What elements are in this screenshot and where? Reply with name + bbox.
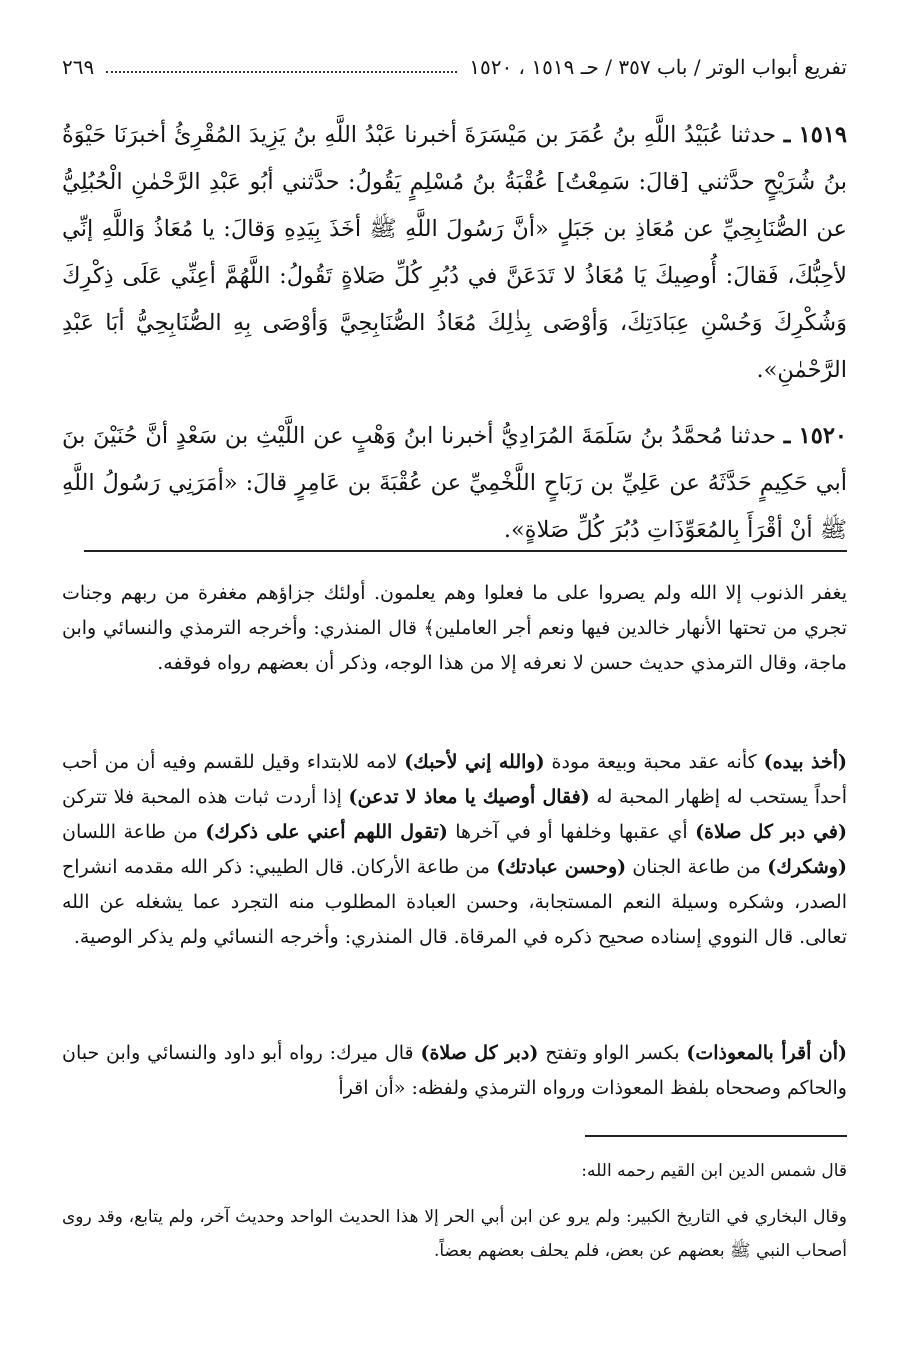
commentary-run: إذا أردت ثبات هذه المحبة فلا تتركن [62,786,349,808]
page-number: ٢٦٩ [62,55,95,79]
commentary-run: (في دبر كل صلاة) [695,821,847,843]
footnote-heading: قال شمس الدين ابن القيم رحمه الله: [581,1161,847,1181]
hadith-text: حدثنا مُحمَّدُ بنُ سَلَمَةَ المُرَادِيُّ أخبرنا ابنُ وَهْبٍ عن اللَّيْثِ بن سَعْدٍ أنَّ حُنَيْنَ بنَ أبي حَكِيمٍ حَدَّثَهُ عن عَلِيِّ بن رَبَاحٍ اللَّخْمِيِّ عن عُقْبَةَ بن عَامِرٍ قالَ: «أمَرَنِي رَسُولُ اللَّهِ ﷺ أنْ أقْرَأَ بِالمُعَوِّذَاتِ دُبُرَ كُلِّ صَلاةٍ». [62,423,847,543]
commentary-run: أي عقبها وخلفها أو في آخرها [447,821,696,843]
footnote-text: وقال البخاري في التاريخ الكبير: ولم يرو عن ابن أبي الحر إلا هذا الحديث الواحد وحديث آخر، ولم يتابع، وقد روى أصحاب النبي ﷺ بعضهم عن بعض، فلم يحلف بعضهم بعضاً. [62,1207,847,1261]
commentary-run: كأنه عقد محبة وبيعة مودة [544,751,764,773]
commentary-run: من طاعة الجنان [626,856,768,878]
hadith-1519 [62,112,847,394]
commentary-run: (دبر كل صلاة) [420,1042,539,1064]
commentary-run: من طاعة اللسان [62,821,206,843]
commentary-run: (وحسن عبادتك) [496,856,627,878]
hadith-number: ١٥٢٠ ـ [783,423,847,449]
header-dot-leader [106,71,457,73]
commentary-paragraph-3 [62,1036,847,1106]
commentary-run: قال ميرك: رواه أبو داود والنسائي وابن حبان والحاكم وصححاه بلفظ المعوذات ورواه الترمذي ولفظه: «أن اقرأ [62,1042,847,1099]
commentary-run: (فقال أوصيك يا معاذ لا تدعن) [348,786,590,808]
hadith-number: ١٥١٩ ـ [783,122,847,148]
main-text-divider [84,550,847,552]
commentary-run: (وشكرك) [767,856,847,878]
commentary-run: بكسر الواو وتفتح [538,1042,687,1064]
hadith-text: حدثنا عُبَيْدُ اللَّهِ بنُ عُمَرَ بن مَيْسَرَةَ أخبرنا عَبْدُ اللَّهِ بنُ يَزِيدَ المُقْرِئُ أخبرَنَا حَيْوَةُ بنُ شُرَيْحٍ حدَّثني [قالَ: سَمِعْتُ] عُقْبَةُ بنُ مُسْلِمٍ يَقُولُ: حدَّثني أبُو عَبْدِ الرَّحْمٰنِ الْحُبُلِيُّ عن الصُّنَابِحِيِّ عن مُعَاذِ بن جَبَلٍ «أنَّ رَسُولَ اللَّهِ ﷺ أخَذَ بِيَدِهِ وَقالَ: يا مُعَاذُ وَاللَّهِ إنِّي لأحِبُّكَ، فَقالَ: أُوصِيكَ يَا مُعَاذُ لا تَدَعَنَّ في دُبُرِ كُلِّ صَلاةٍ تَقُولُ: اللَّهُمَّ أعِنِّي عَلَى ذِكْرِكَ وَشُكْرِكَ وَحُسْنِ عِبَادَتِكَ، وَأوْصَى بِذٰلِكَ مُعَاذُ الصُّنَابِحِيَّ وَأوْصَى بِهِ الصُّنَابِحِيُّ أبَا عَبْدِ الرَّحْمٰنِ». [62,122,847,383]
commentary-paragraph-2 [62,745,847,955]
header-title: تفريع أبواب الوتر / باب ٣٥٧ / حـ ١٥١٩ ، ١٥٢٠ [469,55,847,79]
commentary-run: لامه للابتداء وقيل للقسم وفيه أن من أحب أحداً يستحب له إظهار المحبة له [62,751,848,808]
hadith-1520 [62,413,847,554]
commentary-run: (والله إني لأحبك) [404,751,545,773]
commentary-run: (أخذ بيده) [763,751,848,773]
footnote-divider [585,1135,847,1137]
running-header [62,44,847,91]
commentary-run: (أن أقرأ بالمعوذات) [686,1042,847,1064]
commentary-run: من طاعة الأركان. قال الطيبي: ذكر الله مقدمه انشراح الصدر، وشكره وسيلة النعم المستجابة، وحسن العبادة المطلوب منه التجرد عما يشغله عن الله تعالى. قال النووي إسناده صحيح ذكره في المرقاة. قال المنذري: وأخرجه النسائي ولم يذكر الوصية. [62,856,847,948]
commentary-paragraph-1: يغفر الذنوب إلا الله ولم يصروا على ما فعلوا وهم يعلمون. أولئك جزاؤهم مغفرة من ربهم وجنات تجري من تحتها الأنهار خالدين فيها ونعم أجر العاملين﴾ قال المنذري: وأخرجه الترمذي والنسائي وابن ماجة، وقال الترمذي حديث حسن لا نعرفه إلا من هذا الوجه، وذكر أن بعضهم رواه فوقفه. [62,582,848,674]
commentary-run: (تقول اللهم أعني على ذكرك) [205,821,448,843]
